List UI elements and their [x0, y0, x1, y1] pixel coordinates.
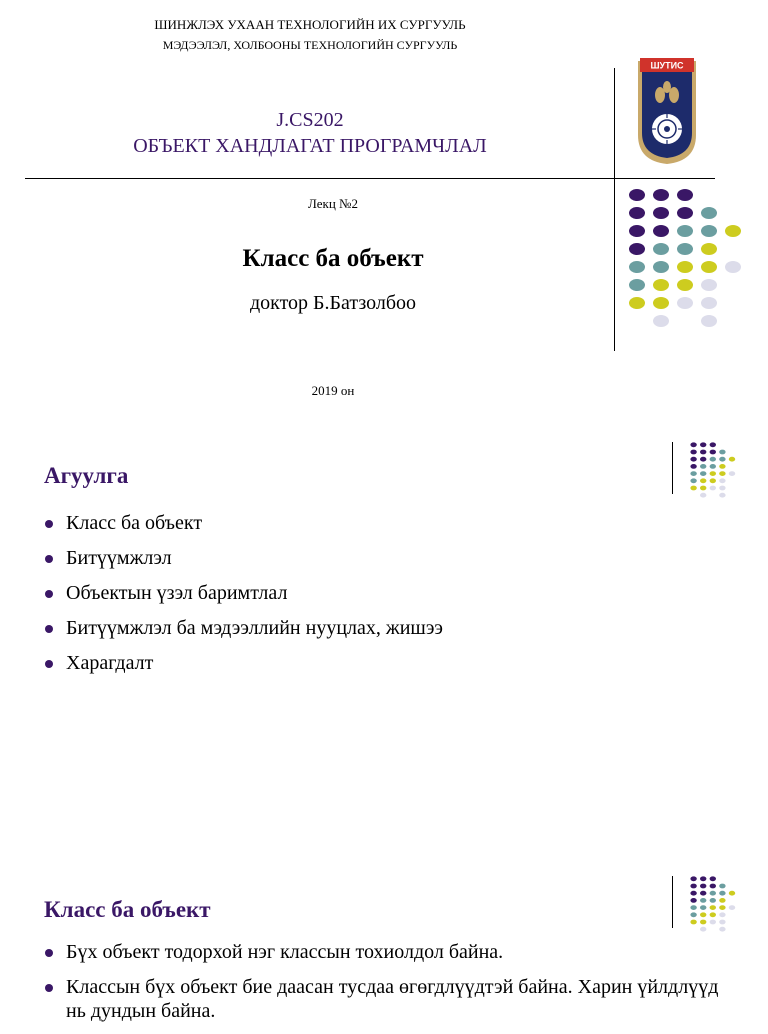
- decorative-dots-icon: [628, 188, 748, 328]
- vertical-divider: [672, 876, 673, 928]
- bullet-icon: [45, 555, 53, 563]
- university-name: ШИНЖЛЭХ УХААН ТЕХНОЛОГИЙН ИХ СУРГУУЛЬ: [154, 17, 466, 32]
- bullet-icon: [45, 590, 53, 598]
- vertical-divider: [672, 442, 673, 494]
- bullet-icon: [45, 625, 53, 633]
- vertical-divider: [614, 68, 615, 351]
- course-code: J.CS202: [276, 109, 344, 131]
- section-title: Агуулга: [44, 463, 129, 488]
- content-list: [44, 940, 724, 1034]
- contents-list: [44, 506, 664, 681]
- list-item: Бүх объект тодорхой нэг классын тохиолдол байна.: [44, 940, 724, 964]
- bullet-icon: [45, 984, 53, 992]
- slide-title: Класс ба объект: [242, 245, 424, 272]
- author: доктор Б.Батзолбоо: [249, 292, 417, 314]
- list-item: Битүүмжлэл: [44, 541, 664, 576]
- horizontal-divider: [25, 178, 715, 179]
- list-item: Классын бүх объект бие даасан тусдаа өгөгдлүүдтэй байна. Харин үйлдлүүд нь дундын байна.: [44, 975, 724, 1023]
- list-item: Битүүмжлэл ба мэдээллийн нууцлах, жишээ: [44, 611, 664, 646]
- list-item: Объектын үзэл баримтлал: [44, 576, 664, 611]
- section-title: Класс ба объект: [44, 897, 211, 922]
- year: 2019 он: [311, 383, 355, 398]
- decorative-dots-icon: [684, 876, 744, 932]
- lecture-number: Лекц №2: [308, 196, 358, 211]
- bullet-icon: [45, 660, 53, 668]
- school-name: МЭДЭЭЛЭЛ, ХОЛБООНЫ ТЕХНОЛОГИЙН СУРГУУЛЬ: [162, 38, 458, 52]
- bullet-icon: [45, 520, 53, 528]
- list-item: Класс ба объект: [44, 506, 664, 541]
- list-item: Харагдалт: [44, 646, 664, 681]
- bullet-icon: [45, 949, 53, 957]
- decorative-dots-icon: [684, 442, 744, 498]
- course-name: ОБЪЕКТ ХАНДЛАГАТ ПРОГРАМЧЛАЛ: [133, 135, 487, 157]
- svg-text:ШУТИС: ШУТИС: [650, 60, 684, 71]
- university-logo-icon: [636, 57, 698, 165]
